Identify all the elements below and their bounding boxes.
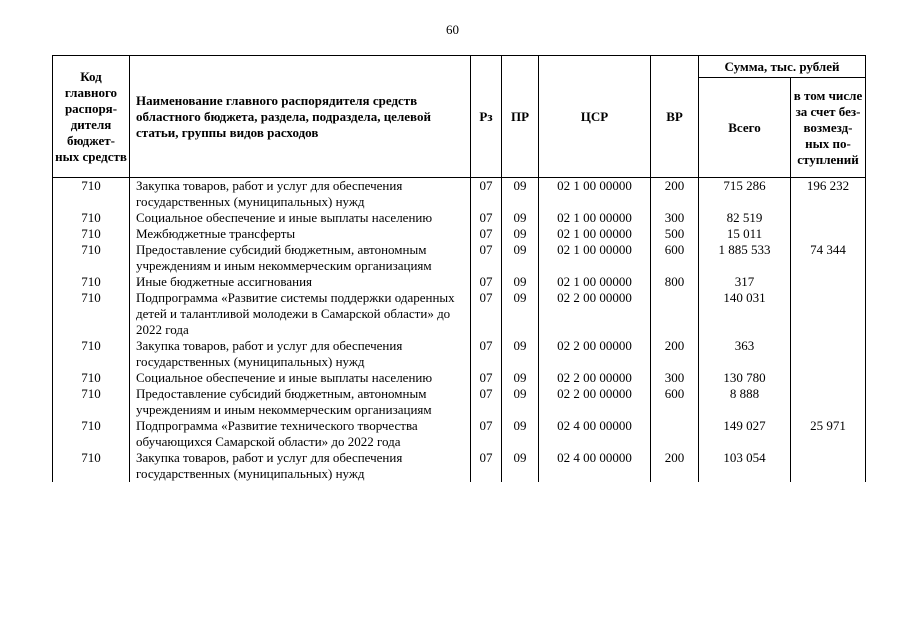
cell-pr: 09 (502, 274, 539, 290)
cell-vr: 800 (651, 274, 699, 290)
cell-vr (651, 290, 699, 338)
cell-csr: 02 2 00 00000 (539, 338, 651, 370)
cell-pr: 09 (502, 290, 539, 338)
cell-rz: 07 (471, 210, 502, 226)
cell-pr: 09 (502, 178, 539, 211)
table-row (53, 370, 866, 386)
cell-rz: 07 (471, 226, 502, 242)
cell-rz: 07 (471, 450, 502, 482)
budget-table (52, 55, 866, 482)
cell-name: Социальное обеспечение и иные выплаты населению (130, 210, 471, 226)
cell-gratuitous (791, 210, 866, 226)
cell-csr: 02 2 00 00000 (539, 290, 651, 338)
header-vr: ВР (651, 56, 699, 178)
cell-pr: 09 (502, 418, 539, 450)
cell-vr: 600 (651, 242, 699, 274)
cell-rz: 07 (471, 370, 502, 386)
cell-pr: 09 (502, 450, 539, 482)
cell-total: 15 011 (699, 226, 791, 242)
table-row (53, 338, 866, 370)
cell-csr: 02 1 00 00000 (539, 226, 651, 242)
table-row (53, 290, 866, 338)
cell-name: Закупка товаров, работ и услуг для обеспечения государственных (муниципальных) нужд (130, 450, 471, 482)
cell-rz: 07 (471, 178, 502, 211)
cell-total: 82 519 (699, 210, 791, 226)
cell-pr: 09 (502, 210, 539, 226)
cell-vr: 300 (651, 370, 699, 386)
cell-code: 710 (53, 242, 130, 274)
cell-csr: 02 1 00 00000 (539, 274, 651, 290)
cell-csr: 02 4 00 00000 (539, 418, 651, 450)
cell-gratuitous (791, 450, 866, 482)
cell-code: 710 (53, 274, 130, 290)
cell-pr: 09 (502, 370, 539, 386)
cell-name: Межбюджетные трансферты (130, 226, 471, 242)
cell-pr: 09 (502, 242, 539, 274)
header-gratuitous: в том числе за счет без-возмезд-ных по-ступлений (791, 78, 866, 178)
cell-code: 710 (53, 338, 130, 370)
header-rz: Рз (471, 56, 502, 178)
cell-total: 130 780 (699, 370, 791, 386)
table-row (53, 450, 866, 482)
cell-rz: 07 (471, 386, 502, 418)
cell-total: 715 286 (699, 178, 791, 211)
cell-code: 710 (53, 210, 130, 226)
cell-csr: 02 2 00 00000 (539, 370, 651, 386)
cell-gratuitous (791, 370, 866, 386)
cell-rz: 07 (471, 274, 502, 290)
cell-csr: 02 1 00 00000 (539, 242, 651, 274)
cell-total: 103 054 (699, 450, 791, 482)
cell-vr (651, 418, 699, 450)
header-code: Код главного распоря-дителя бюджет-ных средств (53, 56, 130, 178)
cell-code: 710 (53, 450, 130, 482)
cell-code: 710 (53, 290, 130, 338)
cell-name: Иные бюджетные ассигнования (130, 274, 471, 290)
cell-total: 363 (699, 338, 791, 370)
cell-code: 710 (53, 178, 130, 211)
cell-pr: 09 (502, 226, 539, 242)
cell-code: 710 (53, 226, 130, 242)
cell-rz: 07 (471, 290, 502, 338)
table-header (53, 56, 866, 178)
cell-name: Социальное обеспечение и иные выплаты населению (130, 370, 471, 386)
cell-gratuitous: 25 971 (791, 418, 866, 450)
cell-rz: 07 (471, 418, 502, 450)
page-number: 60 (446, 22, 459, 37)
cell-name: Закупка товаров, работ и услуг для обеспечения государственных (муниципальных) нужд (130, 338, 471, 370)
table-row (53, 210, 866, 226)
table-row (53, 386, 866, 418)
cell-total: 8 888 (699, 386, 791, 418)
cell-name: Подпрограмма «Развитие технического творчества обучающихся Самарской области» до 2022 года (130, 418, 471, 450)
cell-rz: 07 (471, 338, 502, 370)
cell-gratuitous (791, 290, 866, 338)
header-csr: ЦСР (539, 56, 651, 178)
cell-csr: 02 4 00 00000 (539, 450, 651, 482)
cell-csr: 02 1 00 00000 (539, 178, 651, 211)
cell-gratuitous (791, 226, 866, 242)
header-name: Наименование главного распорядителя средств областного бюджета, раздела, подраздела, целевой статьи, группы видов расходов (130, 56, 471, 178)
cell-vr: 600 (651, 386, 699, 418)
cell-vr: 300 (651, 210, 699, 226)
cell-name: Подпрограмма «Развитие системы поддержки одаренных детей и талантливой молодежи в Самарской области» до 2022 года (130, 290, 471, 338)
cell-name: Предоставление субсидий бюджетным, автономным учреждениям и иным некоммерческим организациям (130, 386, 471, 418)
table-row (53, 226, 866, 242)
cell-vr: 200 (651, 178, 699, 211)
cell-vr: 500 (651, 226, 699, 242)
cell-csr: 02 2 00 00000 (539, 386, 651, 418)
cell-gratuitous (791, 274, 866, 290)
cell-code: 710 (53, 370, 130, 386)
cell-code: 710 (53, 418, 130, 450)
cell-gratuitous (791, 386, 866, 418)
header-pr: ПР (502, 56, 539, 178)
cell-gratuitous: 196 232 (791, 178, 866, 211)
cell-pr: 09 (502, 338, 539, 370)
table-row (53, 242, 866, 274)
cell-pr: 09 (502, 386, 539, 418)
header-total: Всего (699, 78, 791, 178)
table-row (53, 418, 866, 450)
cell-vr: 200 (651, 338, 699, 370)
cell-name: Предоставление субсидий бюджетным, автономным учреждениям и иным некоммерческим организациям (130, 242, 471, 274)
cell-name: Закупка товаров, работ и услуг для обеспечения государственных (муниципальных) нужд (130, 178, 471, 211)
header-sum-group: Сумма, тыс. рублей (699, 56, 866, 78)
cell-csr: 02 1 00 00000 (539, 210, 651, 226)
cell-total: 1 885 533 (699, 242, 791, 274)
cell-rz: 07 (471, 242, 502, 274)
cell-total: 317 (699, 274, 791, 290)
table-row (53, 274, 866, 290)
cell-gratuitous (791, 338, 866, 370)
cell-vr: 200 (651, 450, 699, 482)
table-body (53, 178, 866, 483)
cell-gratuitous: 74 344 (791, 242, 866, 274)
cell-total: 140 031 (699, 290, 791, 338)
cell-total: 149 027 (699, 418, 791, 450)
cell-code: 710 (53, 386, 130, 418)
table-row (53, 178, 866, 211)
